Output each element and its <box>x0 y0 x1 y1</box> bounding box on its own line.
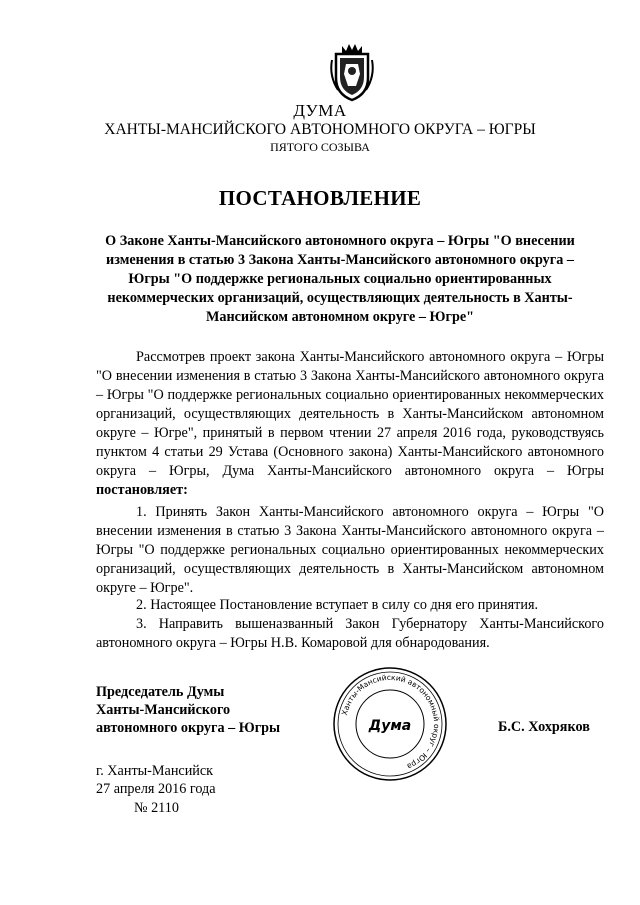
place-and-date <box>96 762 216 798</box>
stamp-center-text: Дума <box>368 718 412 734</box>
signatory-position-line3: автономного округа – Югры <box>96 720 281 736</box>
document-title: ПОСТАНОВЛЕНИЕ <box>218 186 422 210</box>
signatory-position <box>96 683 280 737</box>
stamp-ring-text: Ханты-Мансийский автономный округ – Югра <box>339 672 442 772</box>
city: г. Ханты-Мансийск <box>96 763 214 779</box>
document-number: № 2110 <box>134 800 179 816</box>
document-subject: О Законе Ханты-Мансийского автономного округа – Югры "О внесении изменения в статью 3 Закона Ханты-Мансийского автономного округа – Югры "О поддержке региональных социально ориентированных некоммерческих организаций, осуществляющих деятельность в Ханты-Мансийском автономном округе – Югре" <box>105 233 575 325</box>
org-name-line1: ДУМА <box>293 101 347 120</box>
org-name-line2: ХАНТЫ-МАНСИЙСКОГО АВТОНОМНОГО ОКРУГА – ЮГРЫ <box>104 121 536 138</box>
coat-of-arms-emblem <box>326 40 378 102</box>
signatory-name: Б.С. Хохряков <box>498 719 590 735</box>
org-convocation: ПЯТОГО СОЗЫВА <box>270 140 370 154</box>
signatory-position-line2: Ханты-Мансийского <box>96 702 231 718</box>
date: 27 апреля 2016 года <box>96 781 216 797</box>
preamble-decision: постановляет: <box>96 482 188 498</box>
resolution-item-2: 2. Настоящее Постановление вступает в силу со дня его принятия. <box>136 597 539 613</box>
resolution-item-1: 1. Принять Закон Ханты-Мансийского автономного округа – Югры "О внесении изменения в статью 3 Закона Ханты-Мансийского автономного округа – Югры "О поддержке региональных социально ориентированных некоммерческих организаций, осуществляющих деятельность в Ханты-Мансийском автономном округе – Югре". <box>96 504 604 596</box>
signatory-position-line1: Председатель Думы <box>96 684 225 700</box>
preamble-text: Рассмотрев проект закона Ханты-Мансийского автономного округа – Югры "О внесении изменения в статью 3 Закона Ханты-Мансийского автономного округа – Югры "О поддержке региональных социально ориентированных некоммерческих организаций, осуществляющих деятельность в Ханты-Мансийском автономном округе – Югре", принятый в первом чтении 27 апреля 2016 года, руководствуясь пунктом 4 статьи 29 Устава (Основного закона) Ханты-Мансийского автономного округа – Югры, Дума Ханты-Мансийского автономного округа – Югры <box>96 349 604 479</box>
resolution-item-3: 3. Направить вышеназванный Закон Губернатору Ханты-Мансийского автономного округа – Югры Н.В. Комаровой для обнародования. <box>96 616 604 651</box>
official-stamp <box>331 665 449 783</box>
preamble-paragraph <box>96 348 604 500</box>
